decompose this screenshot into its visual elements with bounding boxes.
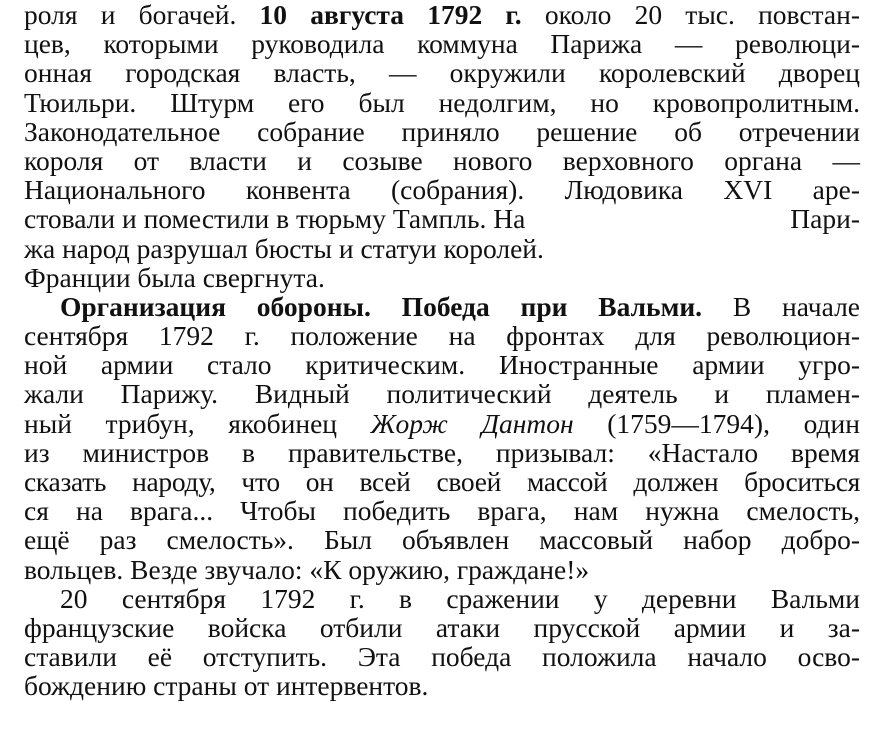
text-line: бождению страны от интервентов. [24,670,429,702]
text-run: В начале [702,290,861,322]
text-line: из министров в правительстве, призывал: «Настало время [24,436,860,468]
text-line: сказать народу, что он всей своей массой должен броситься [24,466,860,497]
text-line: сентября 1792 г. положение на фронтах для революцион- [24,320,860,352]
text-line: Франции была свергнута. [24,261,325,293]
text-line: вольцев. Везде звучало: «К оружию, граждане!» [24,553,590,585]
text-run: около 20 тыс. повстан- [521,0,860,30]
text-line: Национального конвента (собрания). Людовика XVI аре- [24,174,860,206]
section-heading: Организация обороны. Победа при Вальми. [60,290,703,322]
text-line: жа народ разрушал бюсты и статуи королей. [24,232,544,264]
text-line [24,292,860,321]
text-line [24,204,860,233]
textbook-page [24,0,860,701]
person-name: Жорж Дантон [370,407,574,439]
paragraph-valmy-battle [24,584,860,701]
text-line: Тюильри. Штурм его был недолгим, но кровопролитным. [24,86,860,118]
text-run: роля и богачей. [24,0,260,30]
text-line [24,409,860,438]
text-run: ный трибун, якобинец [24,407,371,439]
text-run: стовали и поместили в тюрьму Тампль. На [24,203,526,235]
text-line: французские войска отбили атаки прусской армии и за- [24,611,860,643]
text-line: короля от власти и созыве нового верховного органа — [24,144,860,176]
date-emphasis: 10 августа 1792 г. [259,0,522,30]
text-line [24,0,860,29]
text-line: ещё раз смелость». Был объявлен массовый набор добро- [24,524,860,556]
text-line: ной армии стало критическим. Иностранные армии угро- [24,349,860,381]
text-line: жали Парижу. Видный политический деятель и пламен- [24,378,860,410]
text-line: ставили её отступить. Эта победа положила начало осво- [24,641,860,673]
text-line: цев, которыми руководила коммуна Парижа — революци- [24,28,860,60]
text-line: Законодательное собрание приняло решение об отречении [24,115,860,147]
text-line: 20 сентября 1792 г. в сражении у деревни Вальми [60,582,860,614]
paragraph-defense-valmy [24,292,860,584]
text-line: онная городская власть, — окружили королевский дворец [24,57,860,89]
text-line: ся на врага... Чтобы победить врага, нам нужна смелость, [24,495,860,527]
text-run: Пари- [790,203,860,235]
text-run: (1759—1794), один [573,407,860,439]
paragraph-monarchy-fall [24,0,860,292]
